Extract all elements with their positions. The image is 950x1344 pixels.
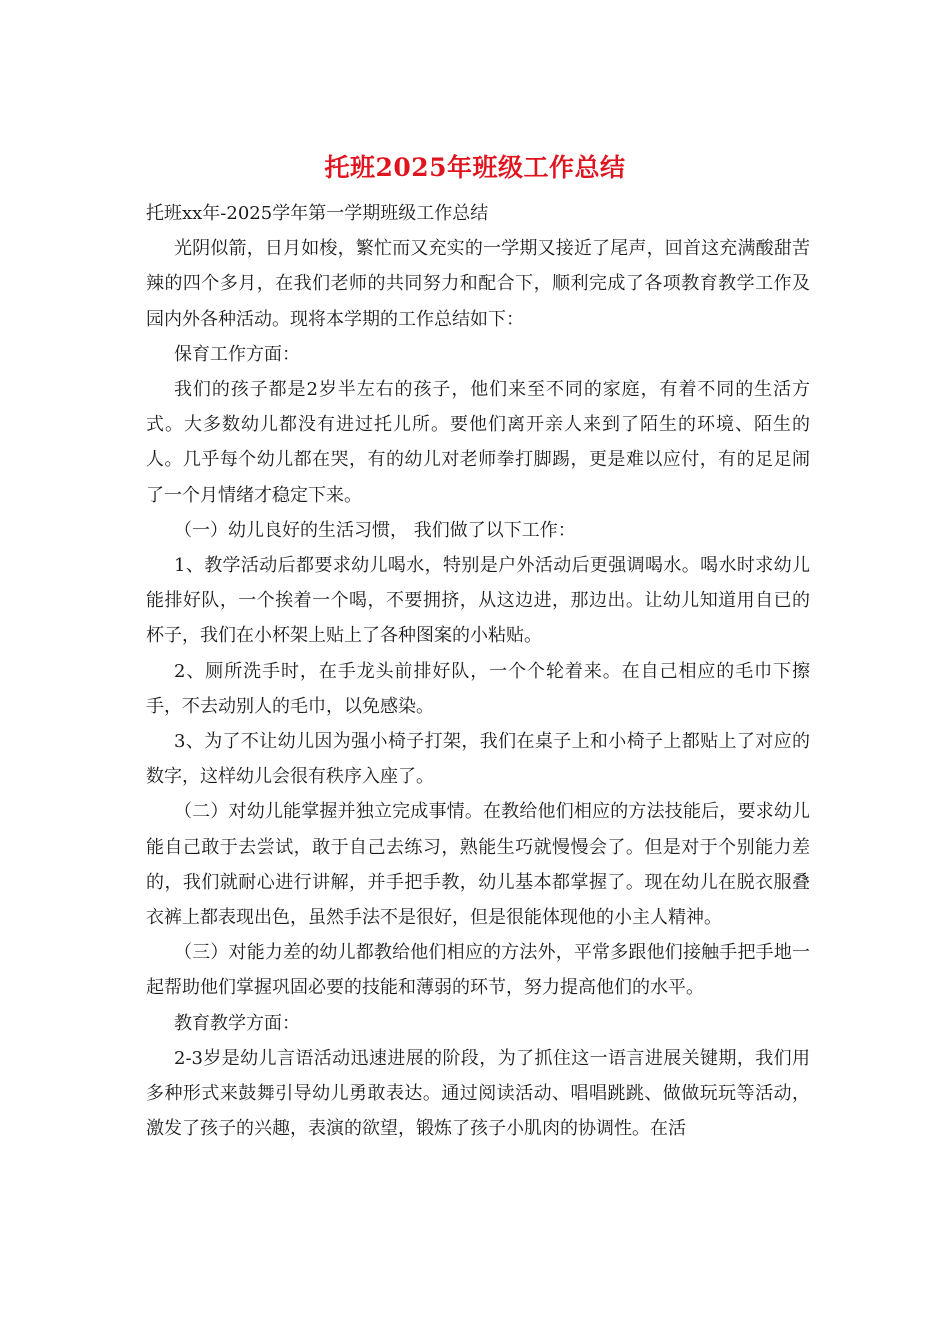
- subsection-weak-children: （三）对能力差的幼儿都教给他们相应的方法外，平常多跟他们接触手把手地一起帮助他们掌握巩固必要的技能和薄弱的环节，努力提高他们的水平。: [146, 942, 810, 999]
- subtitle-line: 托班xx年-2025学年第一学期班级工作总结: [146, 203, 489, 224]
- list-item-drinking: 1、教学活动后都要求幼儿喝水，特别是户外活动后更强调喝水。喝水时求幼儿能排好队，一个挨着一个喝，不要拥挤，从这边进，那边出。让幼儿知道用自已的杯子，我们在小杯架上贴上了各种图案的小粘贴。: [146, 555, 810, 647]
- subsection-habits: （一）幼儿良好的生活习惯， 我们做了以下工作：: [174, 519, 576, 541]
- paragraph-language: 2-3岁是幼儿言语活动迅速进展的阶段，为了抓住这一语言进展关键期，我们用多种形式来鼓舞引导幼儿勇敢表达。通过阅读活动、唱唱跳跳、做做玩玩等活动，激发了孩子的兴趣，表演的欲望，锻炼了孩子小肌肉的协调性。在活: [146, 1047, 810, 1140]
- list-item-washing: 2、厕所洗手时，在手龙头前排好队，一个个轮着来。在自己相应的毛巾下擦手，不去动别人的毛巾，以免感染。: [146, 660, 810, 717]
- list-item-chairs: 3、为了不让幼儿因为强小椅子打架，我们在桌子上和小椅子上都贴上了对应的数字，这样幼儿会很有秩序入座了。: [146, 731, 810, 788]
- subsection-independence: （二）对幼儿能掌握并独立完成事情。在教给他们相应的方法技能后，要求幼儿能自己敢于去尝试，敢于自己去练习，熟能生巧就慢慢会了。但是对于个别能力差的，我们就耐心进行讲解，并手把手教，幼儿基本都掌握了。现在幼儿在脱衣服叠衣裤上都表现出色，虽然手法不是很好，但是很能体现他的小主人精神。: [146, 801, 810, 929]
- paragraph-intro: 光阴似箭，日月如梭，繁忙而又充实的一学期又接近了尾声，回首这充满酸甜苦辣的四个多月，在我们老师的共同努力和配合下，顺利完成了各项教育教学工作及园内外各种活动。现将本学期的工作总结如下：: [146, 238, 810, 330]
- paragraph-children: 我们的孩子都是2岁半左右的孩子，他们来至不同的家庭，有着不同的生活方式。大多数幼儿都没有进过托儿所。要他们离开亲人来到了陌生的环境、陌生的人。几乎每个幼儿都在哭，有的幼儿对老师拳打脚踢，更是难以应付，有的足足闹了一个月情绪才稳定下来。: [146, 379, 810, 506]
- section-heading-education: 教育教学方面：: [174, 1012, 300, 1034]
- document-body: [146, 196, 810, 1146]
- section-heading-care: 保育工作方面：: [174, 343, 300, 365]
- document-title: 托班2025年班级工作总结: [324, 153, 626, 182]
